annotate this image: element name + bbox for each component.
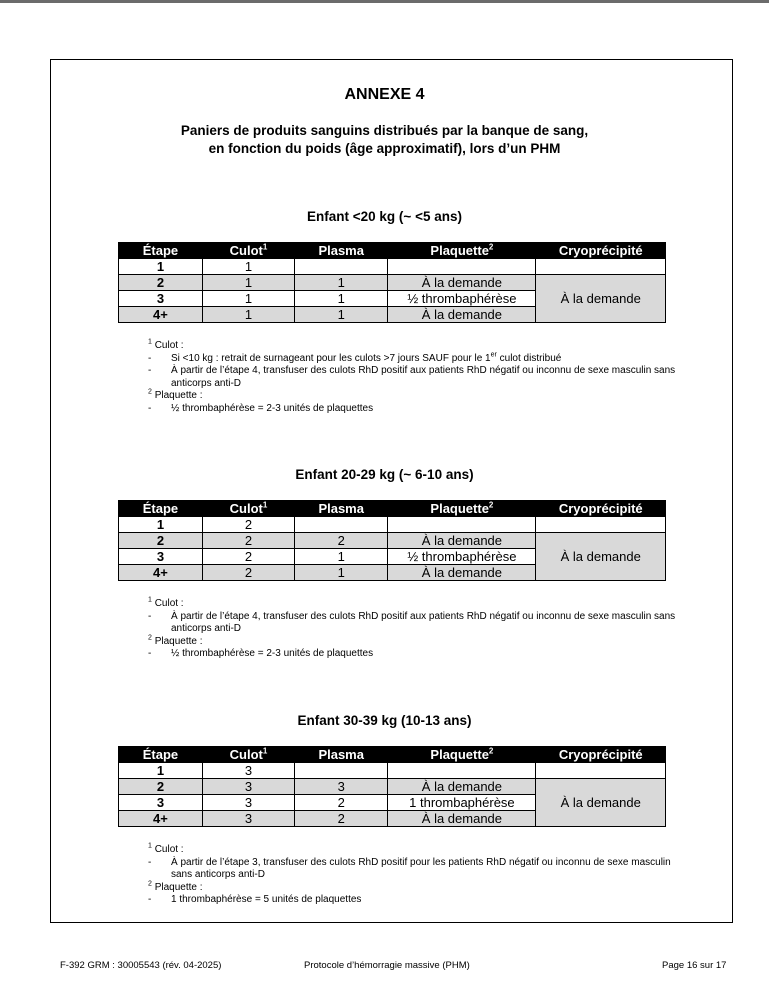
footer-doc-title: Protocole d’hémorragie massive (PHM) — [304, 960, 470, 971]
cell-etape: 4+ — [119, 565, 203, 581]
section-title-3: Enfant 30-39 kg (10-13 ans) — [297, 713, 472, 728]
table-header-row — [119, 243, 666, 259]
col-etape: Étape — [119, 501, 203, 517]
cell-plasma: 2 — [295, 811, 388, 827]
cell-plaquette: À la demande — [388, 533, 536, 549]
cell-plaquette — [388, 517, 536, 533]
cell-plasma — [295, 259, 388, 275]
col-plasma: Plasma — [295, 243, 388, 259]
note-plaquette-label: $^2$ Plaquette : — [148, 634, 203, 647]
cell-etape: 4+ — [119, 307, 203, 323]
cell-cryo-empty — [536, 517, 666, 533]
cell-plaquette: À la demande — [388, 779, 536, 795]
table-header-row — [119, 747, 666, 763]
cell-plasma: 1 — [295, 565, 388, 581]
cell-culot: 3 — [202, 811, 294, 827]
col-culot: Culot$^1$ — [202, 243, 294, 259]
table-row — [119, 763, 666, 779]
product-table-3 — [118, 746, 666, 827]
subtitle-line-2: en fonction du poids (âge approximatif), lors d’un PHM — [208, 141, 561, 156]
cell-cryo-empty — [536, 259, 666, 275]
cell-culot: 2 — [202, 533, 294, 549]
cell-etape: 1 — [119, 517, 203, 533]
col-plasma: Plasma — [295, 747, 388, 763]
product-table-2 — [118, 500, 666, 581]
cell-etape: 2 — [119, 779, 203, 795]
subtitle-line-1: Paniers de produits sanguins distribués par la banque de sang, — [180, 123, 589, 138]
window-top-border — [0, 0, 769, 3]
cell-etape: 1 — [119, 763, 203, 779]
cell-plasma — [295, 517, 388, 533]
notes-3 — [148, 844, 688, 907]
table-row — [119, 533, 666, 549]
cell-culot: 2 — [202, 549, 294, 565]
cell-culot: 1 — [202, 259, 294, 275]
cell-plasma: 3 — [295, 779, 388, 795]
note-item: - À partir de l’étape 3, transfuser des culots RhD positif pour les patients RhD négatif ou inconnu de sexe masculin sans anticorps anti-D — [148, 856, 671, 880]
col-plaquette: Plaquette$^2$ — [388, 747, 536, 763]
cell-culot: 3 — [202, 779, 294, 795]
cell-plaquette: À la demande — [388, 565, 536, 581]
page-title: ANNEXE 4 — [344, 86, 425, 103]
col-culot: Culot$^1$ — [202, 747, 294, 763]
cell-plaquette — [388, 763, 536, 779]
table-header-row — [119, 501, 666, 517]
col-plasma: Plasma — [295, 501, 388, 517]
cell-plasma: 1 — [295, 307, 388, 323]
cell-culot: 1 — [202, 291, 294, 307]
cell-etape: 2 — [119, 275, 203, 291]
col-plaquette: Plaquette$^2$ — [388, 243, 536, 259]
col-cryo: Cryoprécipité — [536, 243, 666, 259]
cell-etape: 3 — [119, 795, 203, 811]
cell-culot: 2 — [202, 517, 294, 533]
cell-culot: 1 — [202, 275, 294, 291]
col-etape: Étape — [119, 747, 203, 763]
note-plaquette-label: $^2$ Plaquette : — [148, 880, 203, 893]
cell-plasma: 1 — [295, 291, 388, 307]
cell-etape: 3 — [119, 291, 203, 307]
note-item: - ½ thrombaphérèse = 2-3 unités de plaquettes — [148, 402, 374, 414]
section-title-1: Enfant <20 kg (~ <5 ans) — [307, 209, 462, 224]
cell-culot: 3 — [202, 795, 294, 811]
col-plaquette: Plaquette$^2$ — [388, 501, 536, 517]
cell-plaquette: ½ thrombaphérèse — [388, 549, 536, 565]
cell-culot: 1 — [202, 307, 294, 323]
note-culot-label: $^1$ Culot : — [148, 842, 184, 855]
cell-cryo: À la demande — [536, 779, 666, 827]
note-item: - Si <10 kg : retrait de surnageant pour les culots >7 jours SAUF pour le 1er culot distribué — [148, 351, 562, 364]
cell-culot: 3 — [202, 763, 294, 779]
cell-cryo-empty — [536, 763, 666, 779]
cell-plasma — [295, 763, 388, 779]
product-table-1 — [118, 242, 666, 323]
note-culot-label: $^1$ Culot : — [148, 596, 184, 609]
cell-etape: 4+ — [119, 811, 203, 827]
cell-etape: 3 — [119, 549, 203, 565]
cell-plasma: 2 — [295, 533, 388, 549]
section-title-2: Enfant 20-29 kg (~ 6-10 ans) — [295, 467, 474, 482]
page-subtitle — [0, 122, 769, 158]
col-etape: Étape — [119, 243, 203, 259]
cell-plasma: 2 — [295, 795, 388, 811]
cell-plaquette — [388, 259, 536, 275]
table-row — [119, 275, 666, 291]
footer-doc-ref: F-392 GRM : 30005543 (rév. 04-2025) — [60, 960, 222, 971]
cell-etape: 1 — [119, 259, 203, 275]
cell-plaquette: 1 thrombaphérèse — [388, 795, 536, 811]
cell-plaquette: À la demande — [388, 307, 536, 323]
col-cryo: Cryoprécipité — [536, 501, 666, 517]
cell-cryo: À la demande — [536, 533, 666, 581]
notes-2 — [148, 598, 688, 661]
col-cryo: Cryoprécipité — [536, 747, 666, 763]
note-item: - À partir de l’étape 4, transfuser des culots RhD positif aux patients RhD négatif ou inconnu de sexe masculin sans anticorps anti-D — [148, 365, 676, 389]
table-row — [119, 517, 666, 533]
note-item: - À partir de l’étape 4, transfuser des culots RhD positif aux patients RhD négatif ou inconnu de sexe masculin sans anticorps anti-D — [148, 610, 676, 634]
cell-plaquette: À la demande — [388, 811, 536, 827]
table-row — [119, 779, 666, 795]
note-culot-label: $^1$ Culot : — [148, 338, 184, 351]
notes-1 — [148, 340, 688, 415]
cell-plasma: 1 — [295, 549, 388, 565]
col-culot: Culot$^1$ — [202, 501, 294, 517]
cell-plasma: 1 — [295, 275, 388, 291]
cell-cryo: À la demande — [536, 275, 666, 323]
note-plaquette-label: $^2$ Plaquette : — [148, 388, 203, 401]
cell-plaquette: À la demande — [388, 275, 536, 291]
cell-plaquette: ½ thrombaphérèse — [388, 291, 536, 307]
note-item: - 1 thrombaphérèse = 5 unités de plaquettes — [148, 894, 362, 905]
table-row — [119, 259, 666, 275]
note-item: - ½ thrombaphérèse = 2-3 unités de plaquettes — [148, 648, 374, 659]
cell-etape: 2 — [119, 533, 203, 549]
cell-culot: 2 — [202, 565, 294, 581]
footer-page-number: Page 16 sur 17 — [662, 960, 727, 971]
